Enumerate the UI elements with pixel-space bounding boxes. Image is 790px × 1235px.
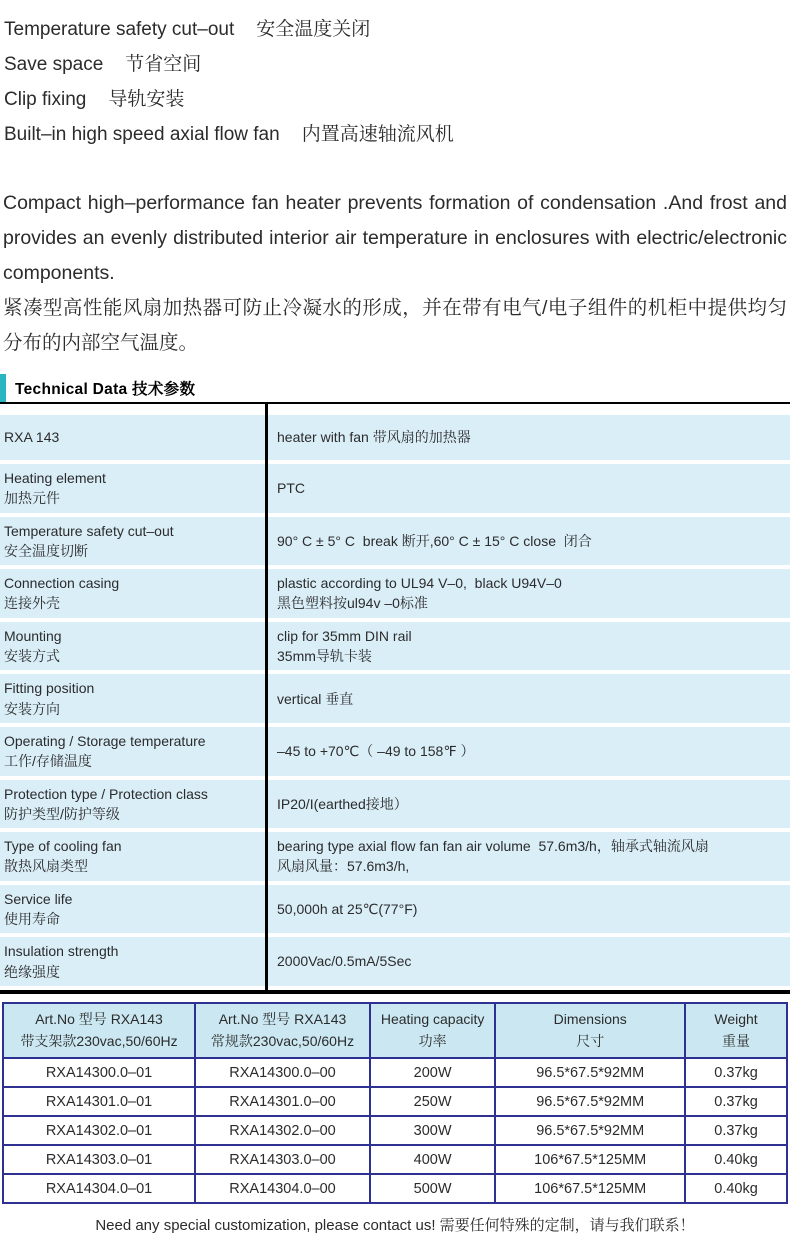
tech-label-en: Fitting position [4, 680, 95, 697]
feature-en: Temperature safety cut–out [4, 19, 235, 40]
cell-artno-standard: RXA14300.0–00 [195, 1058, 370, 1087]
technical-data-table [0, 404, 790, 994]
tech-label-cell [0, 622, 265, 671]
model-table-row [3, 1087, 787, 1116]
feature-zh: 内置高速轴流风机 [301, 124, 454, 145]
cell-dimensions: 96.5*67.5*92MM [495, 1058, 685, 1087]
feature-en: Built–in high speed axial flow fan [4, 124, 280, 145]
tech-row-operating-temperature [0, 727, 790, 776]
tech-value-line: bearing type axial flow fan fan air volume 57.6m3/h，轴承式轴流风扇 [277, 838, 709, 855]
tech-value-cell [265, 885, 790, 934]
description-en: Compact high–performance fan heater prevents formation of condensation .And frost and provides an evenly distributed interior air temperature in enclosures with electric/electronic components. [3, 192, 787, 284]
tech-label-cell [0, 885, 265, 934]
col-header-artno-standard [195, 1003, 370, 1058]
tech-value-cell [265, 937, 790, 986]
tech-label-en: Operating / Storage temperature [4, 732, 206, 749]
cell-artno-standard: RXA14301.0–00 [195, 1087, 370, 1116]
cell-weight: 0.37kg [685, 1058, 787, 1087]
tech-value-line: IP20/I(earthed接地） [277, 795, 408, 812]
header-line: Dimensions [553, 1010, 627, 1027]
tech-value-cell [265, 674, 790, 723]
cell-heating-capacity: 200W [370, 1058, 495, 1087]
model-table-row [3, 1116, 787, 1145]
model-table-row [3, 1174, 787, 1203]
technical-data-header [0, 374, 790, 404]
tech-label-en: Connection casing [4, 575, 120, 592]
tech-value-line: vertical 垂直 [277, 690, 354, 707]
tech-value-cell [265, 464, 790, 513]
cell-weight: 0.40kg [685, 1145, 787, 1174]
feature-zh: 安全温度关闭 [256, 19, 371, 40]
header-line: 尺寸 [576, 1032, 605, 1049]
tech-value-cell [265, 727, 790, 776]
tech-label-zh: 安装方式 [4, 648, 60, 665]
cell-dimensions: 106*67.5*125MM [495, 1145, 685, 1174]
tech-row-connection-casing [0, 569, 790, 618]
header-line: 带支架款230vac,50/60Hz [20, 1032, 178, 1049]
tech-label-cell [0, 569, 265, 618]
header-line: Art.No 型号 RXA143 [35, 1010, 163, 1027]
feature-item [4, 117, 786, 152]
tech-label-zh: 防护类型/防护等级 [4, 805, 120, 822]
tech-label-en: Type of cooling fan [4, 838, 122, 855]
tech-row-insulation-strength [0, 937, 790, 986]
header-line: 常规款230vac,50/60Hz [210, 1032, 355, 1049]
tech-value-line: 35mm导轨卡装 [277, 648, 372, 665]
model-table-header-row [3, 1003, 787, 1058]
cell-artno-bracket: RXA14303.0–01 [3, 1145, 195, 1174]
feature-zh: 节省空间 [125, 54, 202, 75]
cell-artno-bracket: RXA14300.0–01 [3, 1058, 195, 1087]
technical-data-title: Technical Data 技术参数 [0, 374, 790, 402]
col-header-weight [685, 1003, 787, 1058]
tech-label-zh: 连接外壳 [4, 595, 60, 612]
tech-value-line: clip for 35mm DIN rail [277, 627, 412, 644]
tech-value-cell [265, 517, 790, 566]
tech-row-heating-element [0, 464, 790, 513]
tech-value-line: –45 to +70℃（ –49 to 158℉ ） [277, 743, 475, 760]
cell-artno-standard: RXA14303.0–00 [195, 1145, 370, 1174]
tech-value-line: 2000Vac/0.5mA/5Sec [277, 953, 412, 970]
tech-label-zh: 使用寿命 [4, 911, 60, 928]
cell-artno-bracket: RXA14302.0–01 [3, 1116, 195, 1145]
tech-label-cell [0, 937, 265, 986]
tech-label-zh: 散热风扇类型 [4, 858, 88, 875]
model-table [2, 1002, 788, 1204]
header-line: Weight [714, 1010, 758, 1027]
col-header-artno-bracket [3, 1003, 195, 1058]
tech-value-line: 90° C ± 5° C break 断开,60° C ± 15° C close 闭合 [277, 532, 592, 549]
cell-heating-capacity: 250W [370, 1087, 495, 1116]
tech-label-cell [0, 517, 265, 566]
tech-label-en: Protection type / Protection class [4, 785, 208, 802]
header-line: Heating capacity [380, 1010, 485, 1027]
tech-value-line: 50,000h at 25℃(77°F) [277, 900, 418, 917]
cell-weight: 0.37kg [685, 1087, 787, 1116]
col-header-dimensions [495, 1003, 685, 1058]
tech-label-cell [0, 674, 265, 723]
tech-value-line: PTC [277, 480, 305, 497]
contact-note: Need any special customization, please contact us! 需要任何特殊的定制，请与我们联系！ [95, 1217, 695, 1235]
tech-label-en: Service life [4, 890, 73, 907]
tech-label-cell [0, 727, 265, 776]
feature-en: Save space [4, 54, 104, 75]
tech-row-mounting [0, 622, 790, 671]
cell-heating-capacity: 300W [370, 1116, 495, 1145]
tech-value-cell [265, 780, 790, 829]
tech-label-en: Mounting [4, 627, 62, 644]
tech-label-zh: 安全温度切断 [4, 542, 88, 559]
cell-artno-standard: RXA14302.0–00 [195, 1116, 370, 1145]
tech-label-cell [0, 464, 265, 513]
feature-en: Clip fixing [4, 89, 87, 110]
feature-list [0, 0, 790, 152]
tech-label-zh: 工作/存储温度 [4, 753, 92, 770]
col-header-heating-capacity [370, 1003, 495, 1058]
product-description [0, 186, 790, 361]
tech-label-en: Temperature safety cut–out [4, 522, 174, 539]
tech-row-cooling-fan [0, 832, 790, 881]
tech-row-fitting-position [0, 674, 790, 723]
tech-value-cell [265, 832, 790, 881]
feature-item [4, 47, 786, 82]
tech-value-line: plastic according to UL94 V–0, black U94V–0 [277, 575, 562, 592]
feature-item [4, 12, 786, 47]
model-table-row [3, 1145, 787, 1174]
tech-value-cell [265, 415, 790, 460]
cell-dimensions: 96.5*67.5*92MM [495, 1087, 685, 1116]
tech-row-service-life [0, 885, 790, 934]
cell-heating-capacity: 500W [370, 1174, 495, 1203]
tech-label-zh: 加热元件 [4, 490, 60, 507]
tech-label-zh: 安装方向 [4, 700, 60, 717]
tech-row-protection [0, 780, 790, 829]
tech-label-en: RXA 143 [4, 429, 60, 446]
cell-artno-bracket: RXA14301.0–01 [3, 1087, 195, 1116]
feature-zh: 导轨安装 [108, 89, 185, 110]
cell-artno-standard: RXA14304.0–00 [195, 1174, 370, 1203]
header-line: 功率 [418, 1032, 447, 1049]
cell-artno-bracket: RXA14304.0–01 [3, 1174, 195, 1203]
model-table-section [2, 1002, 788, 1204]
tech-row-model [0, 415, 790, 460]
tech-value-line: 黑色塑料按ul94v –0标准 [277, 595, 428, 612]
tech-value-cell [265, 569, 790, 618]
tech-label-en: Heating element [4, 470, 106, 486]
cell-dimensions: 106*67.5*125MM [495, 1174, 685, 1203]
tech-label-cell [0, 780, 265, 829]
tech-label-zh: 绝缘强度 [4, 963, 60, 980]
tech-label-cell [0, 415, 265, 460]
description-zh: 紧凑型高性能风扇加热器可防止冷凝水的形成，并在带有电气/电子组件的机柜中提供均匀分布的内部空气温度。 [3, 297, 787, 354]
tech-value-cell [265, 622, 790, 671]
cell-dimensions: 96.5*67.5*92MM [495, 1116, 685, 1145]
tech-value-line: heater with fan 带风扇的加热器 [277, 429, 471, 446]
header-line: 重量 [722, 1032, 751, 1049]
cell-heating-capacity: 400W [370, 1145, 495, 1174]
cell-weight: 0.40kg [685, 1174, 787, 1203]
tech-row-safety-cutout [0, 517, 790, 566]
header-line: Art.No 型号 RXA143 [218, 1010, 347, 1027]
tech-label-en: Insulation strength [4, 943, 119, 960]
tech-label-cell [0, 832, 265, 881]
tech-value-line: 风扇风量：57.6m3/h, [277, 858, 410, 875]
feature-item [4, 82, 786, 117]
model-table-row [3, 1058, 787, 1087]
cell-weight: 0.37kg [685, 1116, 787, 1145]
